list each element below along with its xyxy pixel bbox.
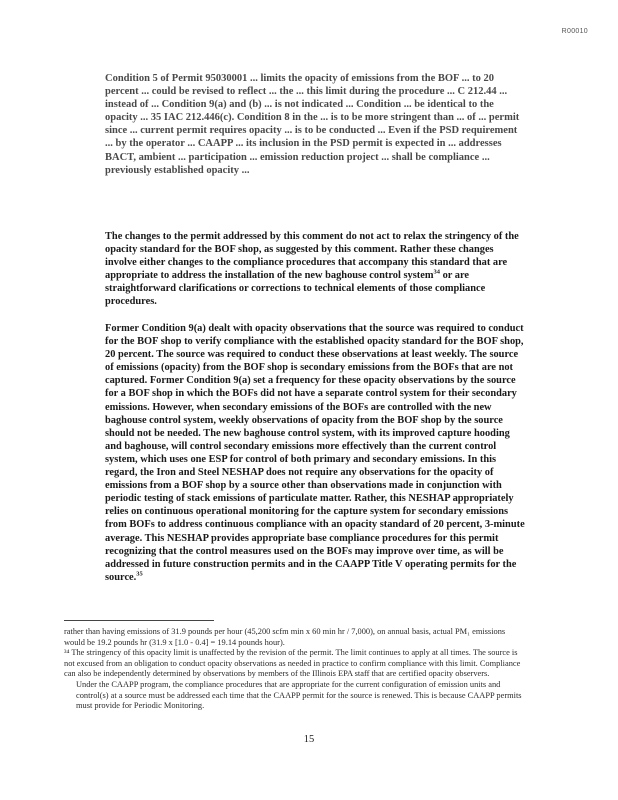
faded-paragraph: Condition 5 of Permit 95030001 ... limits the opacity of emissions from the BOF ... to 20 percent ... could be revised to reflect ... the ... this limit during the procedure ... C 212.44 ... instead of ... Condition 9(a) and (b) ... is not indicated ... Condition ... be identical to the opacity ... 35 IAC 212.446(c). Condition 8 in the ... is to be more stringent than ... of ... permit since ... current permit requires opacity ... is to be conducted ... Even if the PSD requirement ... by the operator ... CAAPP ... its inclusion in the PSD permit is expected in ... addresses BACT, ambient ... participation ... emission reduction project ... shall be compliance ... previously established opacity ... <box>105 73 520 176</box>
response-paragraph-text-end: or are straightforward clarifications or corrections to technical elements of those compliance procedures. <box>105 270 486 308</box>
footnote-ref-35: 35 <box>136 570 143 578</box>
footnote-ref-34: 34 <box>433 268 440 276</box>
corner-stamp: R00010 <box>561 28 588 35</box>
footnote-divider <box>64 620 214 621</box>
footnotes <box>64 627 526 712</box>
condition-9a-text: Former Condition 9(a) dealt with opacity observations that the source was required to conduct for the BOF shop to verify compliance with the established opacity standard for the BOF shop, 20 percent. The source was required to conduct these observations at least weekly. The source of emissions (opacity) from the BOF shop is secondary emissions from the BOFs that are not captured. Former Condition 9(a) set a frequency for these opacity observations by the source for a BOF shop in which the BOFs did not have a separate control system for their secondary emissions. However, when secondary emissions of the BOFs are controlled with the new baghouse control system, weekly observations of opacity from the BOF shop by the source should not be needed. The new baghouse control system, with its improved capture hooding and baghouse, will control secondary emissions more effectively than the current control system, which uses one ESP for control of both primary and secondary emissions. In this regard, the Iron and Steel NESHAP does not require any observations for the opacity of emissions from a BOF shop by a source other than observations made in conjunction with periodic testing of stack emissions of particulate matter. Rather, this NESHAP appropriately relies on continuous operational monitoring for the capture system for secondary emissions from BOFs to address continuous compliance with an opacity standard of 20 percent, 3-minute average. This NESHAP provides appropriate base compliance procedures for this permit recognizing that the control measures used on the BOFs may improve over time, as will be addressed in future construction permits and in the CAAPP Title V operating permits for the source. <box>105 323 525 583</box>
response-paragraph <box>105 230 525 309</box>
page-number: 15 <box>303 734 315 745</box>
footnote-34: ³⁴ The stringency of this opacity limit is unaffected by the revision of the permit. The limit continues to apply at all times. The source is not excused from an obligation to conduct opacity observations as needed in practice to confirm compliance with this limit. Compliance can also be independently determined by observations by members of the Illinois EPA staff that are certified opacity observers. <box>64 648 521 679</box>
response-paragraph-text: The changes to the permit addressed by this comment do not act to relax the stringency of the opacity standard for the BOF shop, as suggested by this comment. Rather these changes involve either changes to the compliance procedures that accompany this standard that are appropriate to address the installation of the new baghouse control system <box>105 231 519 282</box>
footnote-continuation: rather than having emissions of 31.9 pounds per hour (45,200 scfm min x 60 min hr / 7,000), on annual basis, actual PM₁ emissions would be 19.2 pounds hr (31.9 x [1.0 - 0.4] = 19.14 pounds hour). <box>64 627 506 647</box>
footnote-35: Under the CAAPP program, the compliance procedures that are appropriate for the current configuration of emission units and control(s) at a source must be addressed each time that the CAAPP permit for the source is renewed. This is because CAAPP permits must provide for Periodic Monitoring. <box>76 679 522 711</box>
condition-9a-paragraph <box>105 322 525 584</box>
